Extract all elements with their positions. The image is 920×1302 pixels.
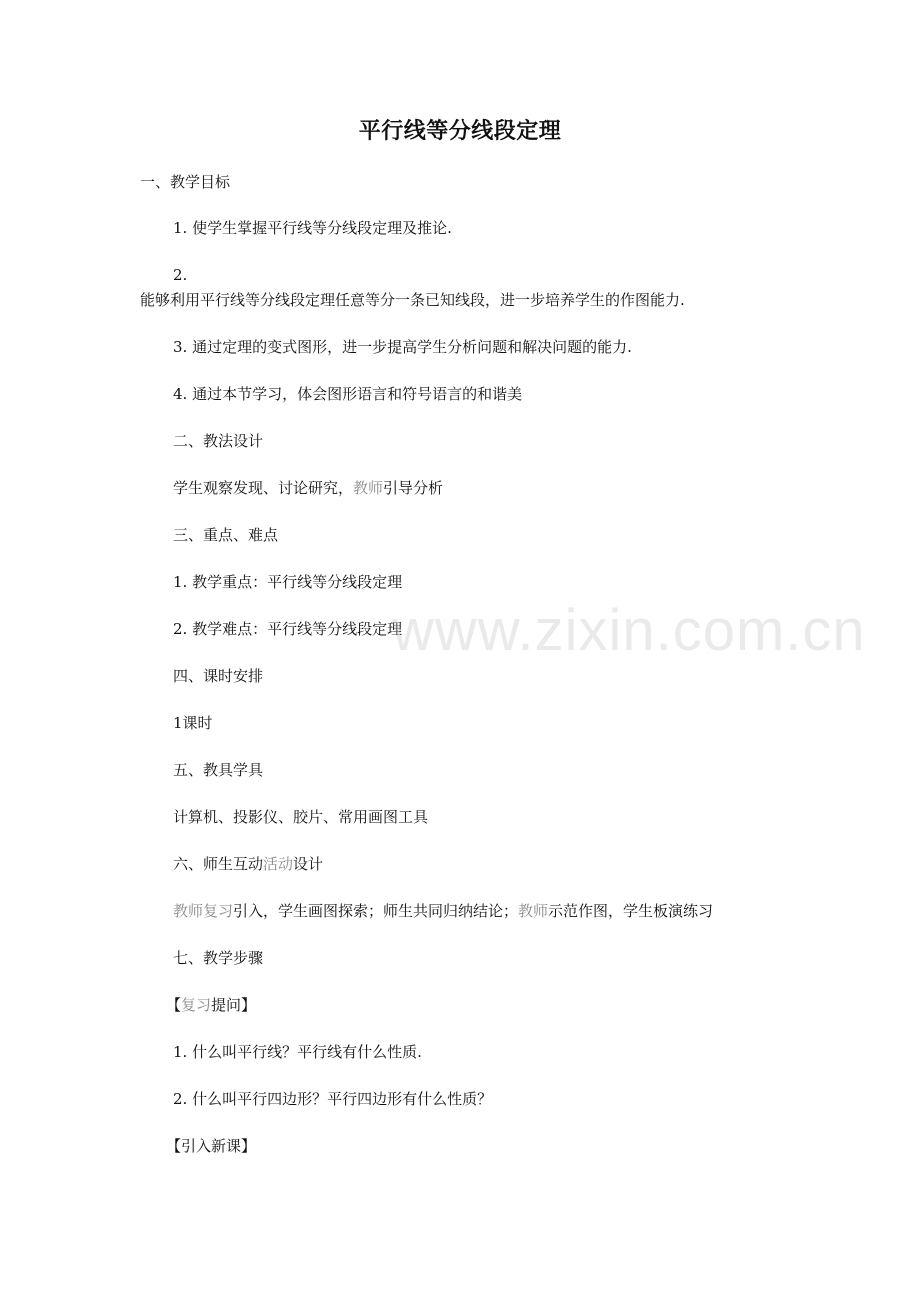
tools-text: 计算机、投影仪、胶片、常用画图工具 (173, 808, 429, 826)
schedule-text: 1课时 (173, 714, 213, 732)
activity-text-part-c: 教师 (518, 902, 549, 920)
activity-heading-part-a: 六、师生互动 (173, 855, 264, 873)
review-bracket-open: 【 (166, 996, 182, 1014)
section-heading-tools: 五、教具学具 (173, 761, 264, 779)
new-lesson-heading: 【引入新课】 (166, 1137, 257, 1155)
goal-item-4: 4. 通过本节学习，体会图形语言和符号语言的和谐美 (173, 385, 523, 403)
goal-item-1: 1. 使学生掌握平行线等分线段定理及推论. (173, 219, 452, 237)
review-question-2: 2. 什么叫平行四边形？平行四边形有什么性质？ (173, 1090, 493, 1108)
activity-text-part-a: 教师复习 (173, 902, 234, 920)
activity-heading-part-c: 设计 (293, 855, 324, 873)
section-heading-method: 二、教法设计 (173, 432, 264, 450)
activity-text (173, 901, 713, 921)
goal-item-2-number: 2. (173, 266, 188, 284)
review-rest: 提问】 (211, 996, 257, 1014)
review-label: 复习 (181, 996, 212, 1014)
method-text (173, 478, 443, 498)
method-text-part-a: 学生观察发现、讨论研究， (173, 479, 354, 497)
section-heading-activity (173, 854, 323, 874)
goal-item-2-text: 能够利用平行线等分线段定理任意等分一条已知线段，进一步培养学生的作图能力. (140, 291, 685, 309)
activity-heading-part-b: 活动 (263, 855, 294, 873)
watermark: www.zixin.com.cn (392, 598, 866, 663)
review-question-1: 1. 什么叫平行线？平行线有什么性质. (173, 1043, 422, 1061)
section-heading-goals: 一、教学目标 (140, 173, 231, 191)
page-title: 平行线等分线段定理 (358, 118, 562, 144)
section-heading-steps: 七、教学步骤 (173, 949, 264, 967)
section-heading-key-points: 三、重点、难点 (173, 526, 279, 544)
review-heading (166, 995, 256, 1015)
activity-text-part-d: 示范作图，学生板演练习 (548, 902, 714, 920)
key-point-2: 2. 教学难点：平行线等分线段定理 (173, 620, 403, 638)
method-text-part-c: 引导分析 (383, 479, 444, 497)
key-point-1: 1. 教学重点：平行线等分线段定理 (173, 573, 403, 591)
activity-text-part-b: 引入，学生画图探索；师生共同归纳结论； (233, 902, 519, 920)
section-heading-schedule: 四、课时安排 (173, 667, 264, 685)
goal-item-3: 3. 通过定理的变式图形，进一步提高学生分析问题和解决问题的能力. (173, 338, 632, 356)
method-text-teacher: 教师 (353, 479, 384, 497)
